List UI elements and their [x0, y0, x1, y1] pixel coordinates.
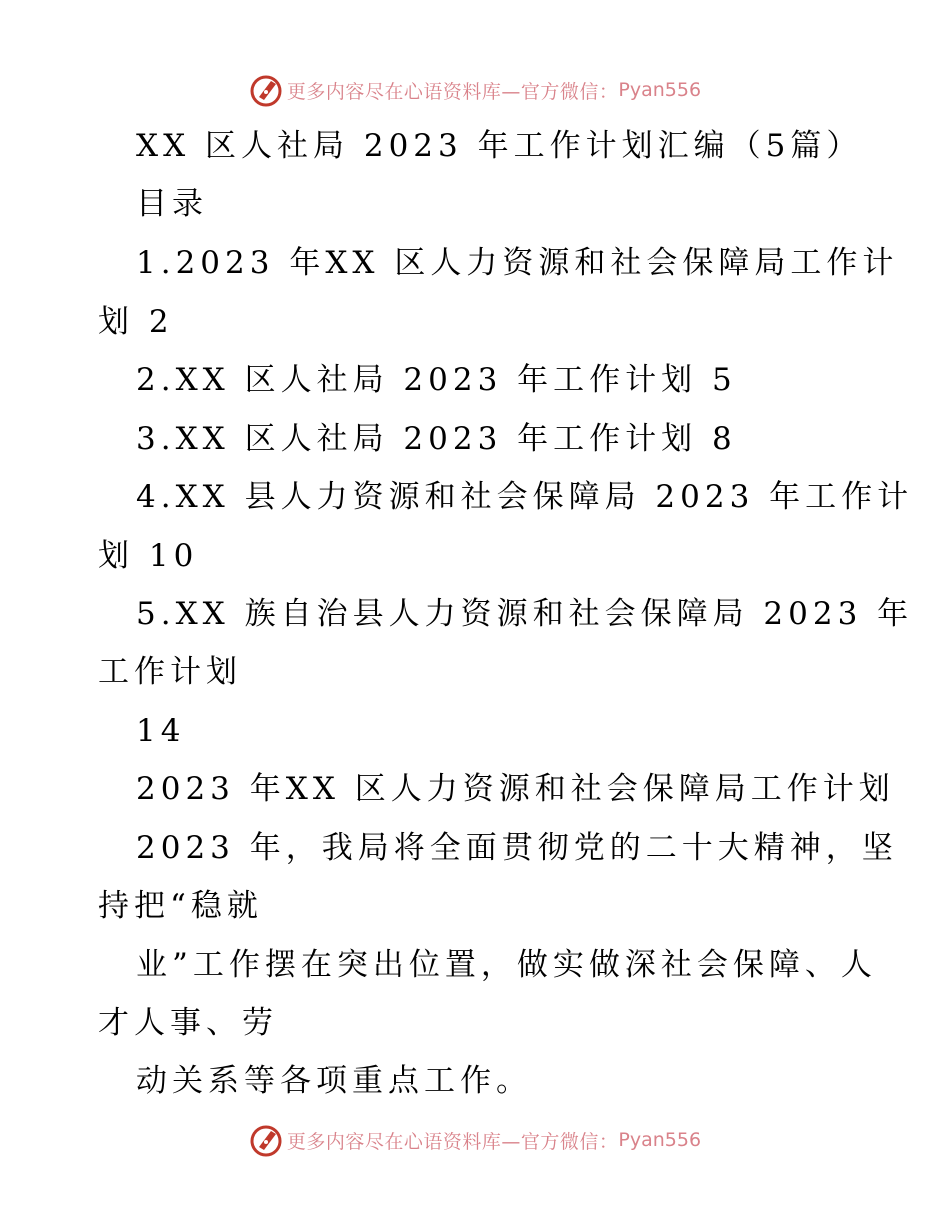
toc-item-1: 1.2023 年XX 区人力资源和社会保障局工作计 — [136, 245, 899, 281]
document-title: XX 区人社局 2023 年工作计划汇编（5篇） — [136, 128, 863, 164]
paragraph-line-5: 动关系等各项重点工作。 — [136, 1063, 532, 1099]
watermark-wechat-id: Pyan556 — [618, 1129, 702, 1151]
toc-item-4-cont: 划 10 — [98, 538, 199, 574]
paragraph-line-2: 持把“稳就 — [98, 888, 263, 924]
header-watermark — [0, 70, 950, 110]
toc-item-5-page: 14 — [136, 713, 186, 749]
toc-item-5-cont: 工作计划 — [98, 654, 242, 690]
paragraph-line-3: 业”工作摆在突出位置，做实做深社会保障、人 — [136, 947, 877, 983]
section-heading: 2023 年XX 区人力资源和社会保障局工作计划 — [136, 771, 895, 807]
paragraph-line-4: 才人事、劳 — [98, 1005, 278, 1041]
toc-item-5: 5.XX 族自治县人力资源和社会保障局 2023 年 — [136, 596, 914, 632]
footer-watermark — [0, 1120, 950, 1160]
pen-nib-circle-icon — [249, 73, 283, 107]
toc-item-3: 3.XX 区人社局 2023 年工作计划 8 — [136, 421, 737, 457]
paragraph-line-1: 2023 年，我局将全面贯彻党的二十大精神，坚 — [136, 830, 898, 866]
toc-item-1-cont: 划 2 — [98, 304, 174, 340]
toc-item-2: 2.XX 区人社局 2023 年工作计划 5 — [136, 362, 737, 398]
toc-item-4: 4.XX 县人力资源和社会保障局 2023 年工作计 — [136, 479, 914, 515]
watermark-wechat-id: Pyan556 — [618, 79, 702, 101]
watermark-text: 更多内容尽在心语资料库—官方微信： — [286, 80, 619, 103]
pen-nib-circle-icon — [249, 1123, 283, 1157]
toc-heading: 目录 — [136, 186, 208, 222]
watermark-text: 更多内容尽在心语资料库—官方微信： — [286, 1130, 619, 1153]
